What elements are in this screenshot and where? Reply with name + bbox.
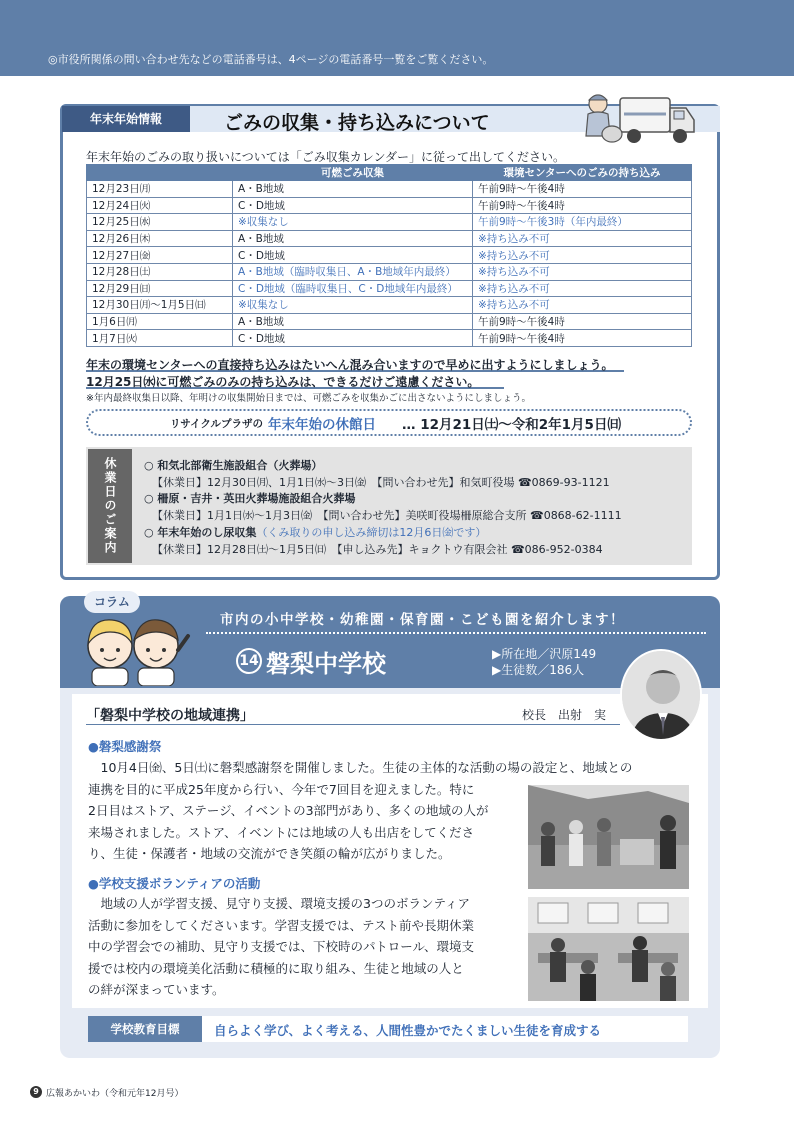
page-number: 9	[30, 1086, 42, 1098]
dec25-dropoff-warning: 12月25日㈬に可燃ごみのみの持ち込みは、できるだけご遠慮ください。	[86, 375, 480, 389]
cell-date: 12月27日㈮	[87, 247, 233, 264]
cell-dropoff: ※持ち込み不可	[473, 263, 692, 280]
cell-date: 12月26日㈭	[87, 230, 233, 247]
cell-date: 12月24日㈫	[87, 197, 233, 214]
volunteer-photo	[528, 897, 689, 1001]
cell-collection: ※収集なし	[233, 297, 473, 314]
body-line: 来場されました。ストア、イベントには地域の人も出店をしてくださ	[88, 824, 475, 840]
closure-dates: … 12月21日㈯〜令和2年1月5日㈰	[402, 417, 621, 433]
principal-photo	[620, 649, 702, 741]
table-row	[87, 330, 692, 347]
garbage-intro-text: 年末年始のごみの取り扱いについては「ごみ収集カレンダー」に従って出してください。	[86, 150, 565, 164]
school-name: 磐梨中学校	[266, 650, 386, 678]
body-line: の絆が深まっています。	[88, 982, 225, 998]
body-line: 活動に参加をしてくださいます。学習支援では、テスト前や長期休業	[88, 917, 475, 933]
principal-name: 校長 出射 実	[522, 708, 607, 722]
cell-dropoff: ※持ち込み不可	[473, 280, 692, 297]
cell-dropoff: ※持ち込み不可	[473, 230, 692, 247]
body-line: 中の学習会での補助、見守り支援では、下校時のパトロール、環境支	[88, 939, 475, 955]
article-title: 「磐梨中学校の地域連携」	[86, 708, 254, 724]
table-row	[87, 280, 692, 297]
holiday-info-label: 休業日のご案内	[88, 449, 132, 563]
cell-dropoff: 午前9時〜午後4時	[473, 313, 692, 330]
cell-dropoff: 午前9時〜午後3時（年内最終）	[473, 214, 692, 231]
body-line: り、生徒・保護者・地域の交流ができ笑顔の輪が広がりました。	[88, 846, 451, 862]
children-illustration	[74, 610, 192, 686]
cell-dropoff: 午前9時〜午後4時	[473, 181, 692, 198]
article-title-underline	[86, 724, 620, 725]
volunteer-body	[88, 893, 474, 1001]
cell-collection: A・B地域	[233, 230, 473, 247]
column-header-dropoff: 環境センターへのごみの持ち込み	[473, 165, 692, 181]
table-row	[87, 313, 692, 330]
table-row	[87, 181, 692, 198]
school-student-count: ▶生徒数／186人	[492, 663, 585, 677]
year-end-info-tag: 年末年始情報	[62, 106, 190, 132]
holiday-facility-heading: ○ 年末年始のし尿収集（くみ取りの申し込み締切は12月6日㈮です）	[144, 526, 487, 539]
cell-collection: C・D地域	[233, 247, 473, 264]
school-location: ▶所在地／沢原149	[492, 647, 597, 661]
cell-date: 12月29日㈰	[87, 280, 233, 297]
education-goal-text: 自らよく学び、よく考える、人間性豊かでたくましい生徒を育成する	[214, 1023, 602, 1038]
closure-heading: 年末年始の休館日	[268, 417, 376, 433]
sewage-deadline-note: （くみ取りの申し込み締切は12月6日㈮です）	[256, 526, 487, 539]
cell-dropoff: ※持ち込み不可	[473, 247, 692, 264]
table-row	[87, 230, 692, 247]
cell-date: 12月30日㈪〜1月5日㈰	[87, 297, 233, 314]
festival-subheading: ●磐梨感謝祭	[88, 739, 162, 754]
cell-date: 1月7日㈫	[87, 330, 233, 347]
cell-date: 12月28日㈯	[87, 263, 233, 280]
cell-collection: C・D地域（臨時収集日、C・D地域年内最終）	[233, 280, 473, 297]
holiday-facility-detail: 【休業日】12月28日㈯〜1月5日㈰ 【申し込み先】キョクトウ有限会社 ☎086-952-0384	[152, 543, 603, 556]
cell-collection: A・B地域	[233, 313, 473, 330]
table-row	[87, 197, 692, 214]
holiday-facility-heading: ○ 柵原・吉井・英田火葬場施設組合火葬場	[144, 492, 356, 505]
column-header-collection: 可燃ごみ収集	[233, 165, 473, 181]
cell-dropoff: 午前9時〜午後4時	[473, 330, 692, 347]
school-number-badge: 14	[236, 648, 262, 674]
body-line: 地域の人が学習支援、見守り支援、環境支援の3つのボランティア	[88, 896, 470, 911]
cell-collection: A・B地域（臨時収集日、A・B地域年内最終）	[233, 263, 473, 280]
holiday-facility-heading: ○ 和気北部衛生施設組合（火葬場）	[144, 459, 323, 472]
collection-footnote: ※年内最終収集日以降、年明けの収集開始日までは、可燃ごみを収集かごに出さないようにしましょう。	[86, 393, 531, 404]
phone-reference-note: ◎市役所関係の問い合わせ先などの電話番号は、4ページの電話番号一覧をご覧ください。	[48, 53, 494, 66]
table-header-row	[87, 165, 692, 181]
education-goal-label: 学校教育目標	[88, 1016, 202, 1042]
cell-collection: A・B地域	[233, 181, 473, 198]
festival-photo	[528, 785, 689, 889]
column-banner: 市内の小中学校・幼稚園・保育園・こども園を紹介します！	[220, 612, 625, 628]
table-row	[87, 297, 692, 314]
banner-divider	[206, 632, 706, 634]
cell-date: 1月6日㈪	[87, 313, 233, 330]
volunteer-subheading: ●学校支援ボランティアの活動	[88, 876, 261, 891]
cell-collection: C・D地域	[233, 330, 473, 347]
cell-dropoff: 午前9時〜午後4時	[473, 197, 692, 214]
table-row	[87, 214, 692, 231]
column-header-date	[87, 165, 233, 181]
table-row	[87, 247, 692, 264]
cell-collection: C・D地域	[233, 197, 473, 214]
closure-label: リサイクルプラザの	[170, 418, 264, 430]
table-row	[87, 263, 692, 280]
body-line: 2日目はストア、ステージ、イベントの3部門があり、多くの地域の人が	[88, 803, 489, 819]
publication-name: 広報あかいわ（令和元年12月号）	[46, 1089, 184, 1099]
dropoff-crowding-warning: 年末の環境センターへの直接持ち込みはたいへん混み合いますので早めに出すようにしましょう。	[86, 358, 614, 372]
column-badge: コラム	[84, 591, 140, 613]
body-line: 連携を目的に平成25年度から行い、今年で7回目を迎えました。特に	[88, 781, 475, 797]
body-line: 10月4日㈮、5日㈯に磐梨感謝祭を開催しました。生徒の主体的な活動の場の設定と、地域との	[88, 760, 633, 775]
garbage-schedule-table	[86, 164, 692, 347]
holiday-facility-detail: 【休業日】1月1日㈬〜1月3日㈮ 【問い合わせ先】美咲町役場柵原総合支所 ☎0868-62-1111	[152, 509, 622, 522]
garbage-truck-illustration	[576, 84, 696, 154]
holiday-facility-detail: 【休業日】12月30日㈪、1月1日㈬〜3日㈮ 【問い合わせ先】和気町役場 ☎0869-93-1121	[152, 476, 610, 489]
garbage-title: ごみの収集・持ち込みについて	[224, 112, 490, 134]
cell-date: 12月23日㈪	[87, 181, 233, 198]
cell-collection: ※収集なし	[233, 214, 473, 231]
cell-dropoff: ※持ち込み不可	[473, 297, 692, 314]
body-line: 援では校内の環境美化活動に積極的に取り組み、生徒と地域の人と	[88, 960, 464, 976]
cell-date: 12月25日㈬	[87, 214, 233, 231]
